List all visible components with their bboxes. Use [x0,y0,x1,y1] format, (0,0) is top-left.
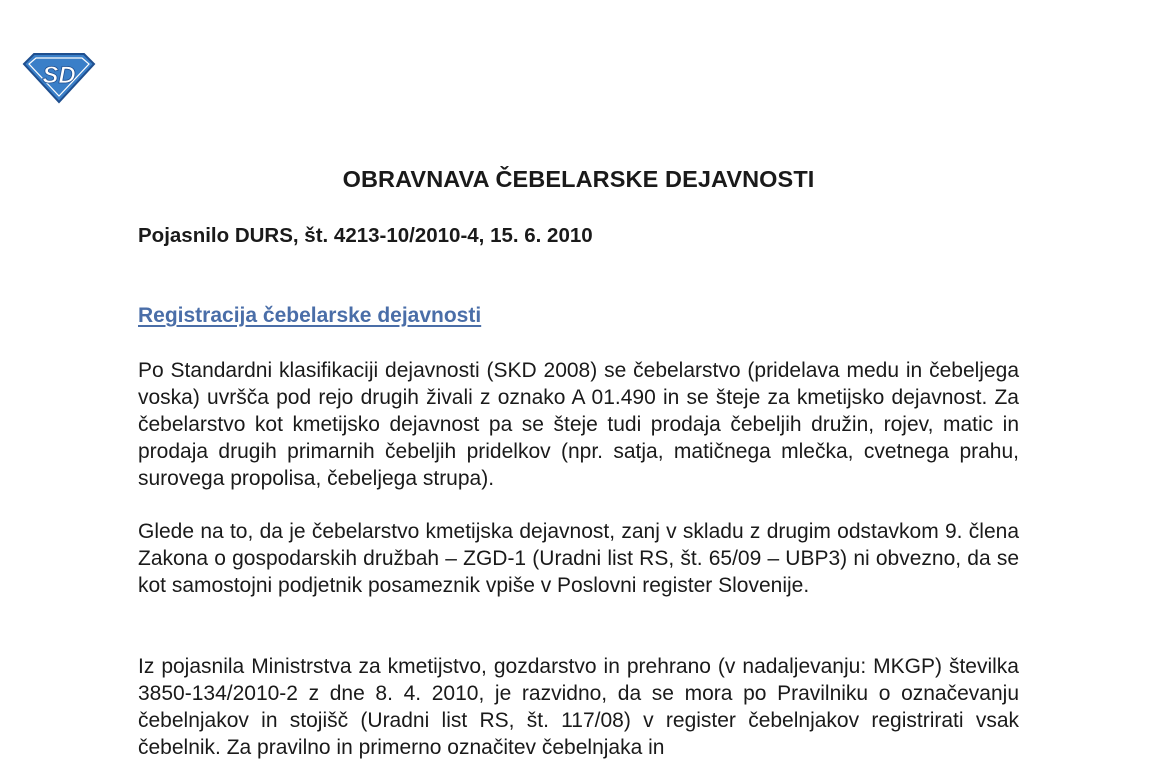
paragraph-3: Iz pojasnila Ministrstva za kmetijstvo, gozdarstvo in prehrano (v nadaljevanju: MKGP) številka 3850-134/2010-2 z dne 8. 4. 2010, je razvidno, da se mora po Pravilniku o označevanju čebelnjakov in stojišč (Uradni list RS, št. 117/08) v register čebelnjakov registrirati vsak čebelnik. Za pravilno in primerno označitev čebelnjaka in [138,655,1019,759]
paragraph-2: Glede na to, da je čebelarstvo kmetijska dejavnost, zanj v skladu z drugim odstavkom 9. člena Zakona o gospodarskih družbah – ZGD-1 (Uradni list RS, št. 65/09 – UBP3) ni obvezno, da se kot samostojni podjetnik posameznik vpiše v Poslovni register Slovenije. [138,520,1019,597]
document-subtitle: Pojasnilo DURS, št. 4213-10/2010-4, 15. 6. 2010 [138,224,593,247]
section-heading-link[interactable]: Registracija čebelarske dejavnosti [138,304,482,327]
sd-logo-icon [22,50,96,106]
document-title: OBRAVNAVA ČEBELARSKE DEJAVNOSTI [342,166,815,192]
svg-text:SD: SD [42,62,76,89]
paragraph-1: Po Standardni klasifikaciji dejavnosti (SKD 2008) se čebelarstvo (pridelava medu in čebeljega voska) uvršča pod rejo drugih živali z oznako A 01.490 in se šteje za kmetijsko dejavnost. Za čebelarstvo kot kmetijsko dejavnost pa se šteje tudi prodaja čebeljih družin, rojev, matic in prodaja drugih primarnih čebeljih pridelkov (npr. satja, matičnega mlečka, cvetnega prahu, surovega propolisa, čebeljega strupa). [138,359,1019,490]
